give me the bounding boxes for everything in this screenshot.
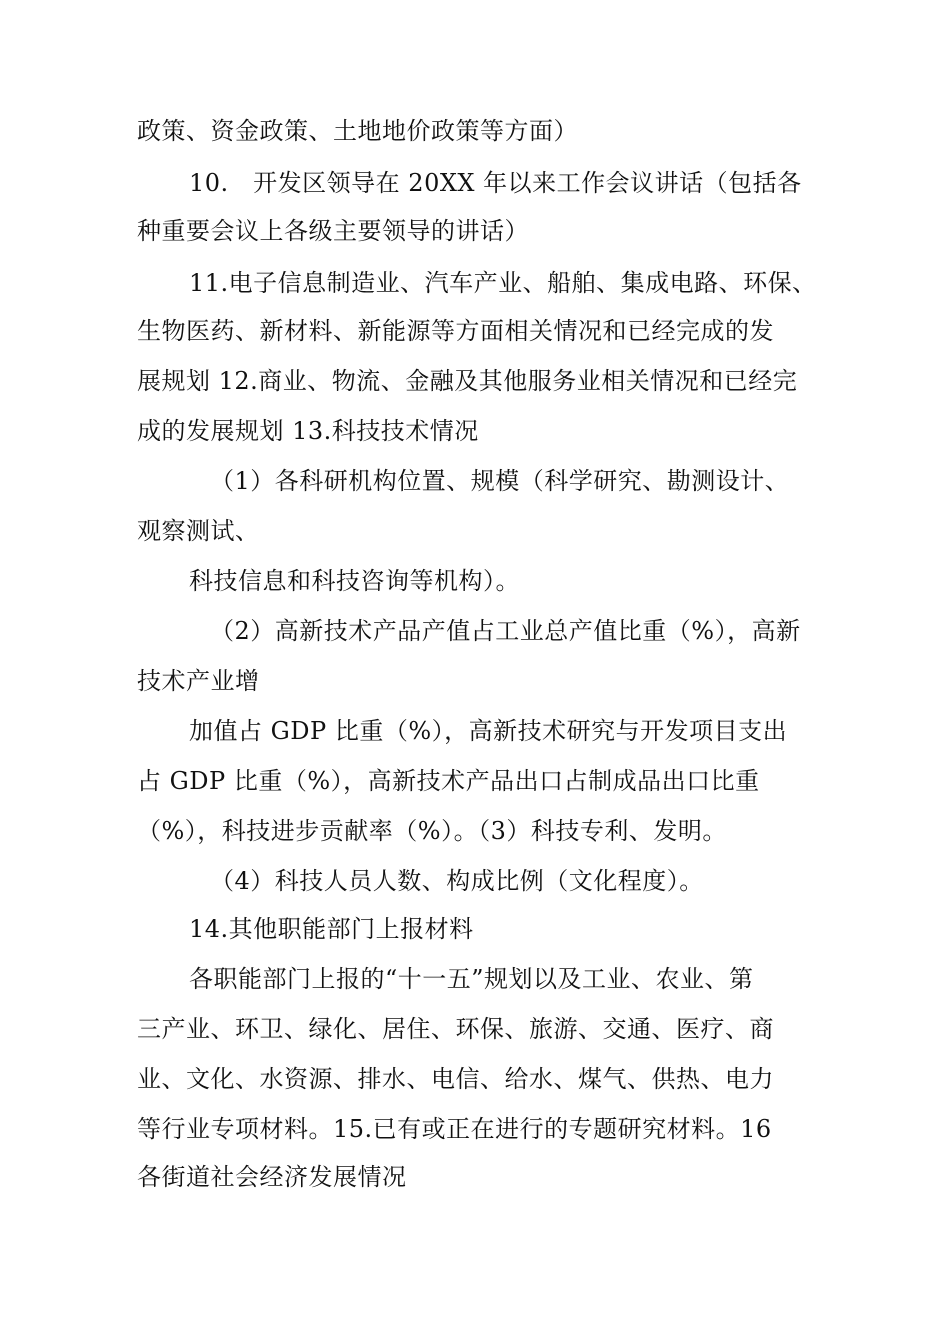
- text-line-15: （%），科技进步贡献率（%）。（3）科技专利、发明。: [137, 817, 727, 845]
- text-line-21: 等行业专项材料。15.已有或正在进行的专题研究材料。16: [137, 1115, 772, 1143]
- text-line-18: 各职能部门上报的“十一五”规划以及工业、农业、第: [189, 965, 754, 993]
- text-line-4: 11.电子信息制造业、汽车产业、船舶、集成电路、环保、: [189, 269, 817, 297]
- text-line-22: 各街道社会经济发展情况: [137, 1163, 407, 1191]
- text-line-19: 三产业、环卫、绿化、居住、环保、旅游、交通、医疗、商: [137, 1015, 774, 1043]
- text-line-10: 科技信息和科技咨询等机构）。: [189, 567, 520, 595]
- text-line-1: 政策、资金政策、土地地价政策等方面）: [137, 117, 578, 145]
- text-line-2: 10. 开发区领导在 20XX 年以来工作会议讲话（包括各: [189, 169, 802, 197]
- text-line-14: 占 GDP 比重（%），高新技术产品出口占制成品出口比重: [137, 767, 760, 795]
- text-line-7: 成的发展规划 13.科技技术情况: [137, 417, 479, 445]
- text-line-11: （2）高新技术产品产值占工业总产值比重（%），高新: [210, 617, 801, 645]
- text-line-13: 加值占 GDP 比重（%），高新技术研究与开发项目支出: [189, 717, 788, 745]
- text-line-12: 技术产业增: [137, 667, 260, 695]
- text-line-6: 展规划 12.商业、物流、金融及其他服务业相关情况和已经完: [137, 367, 798, 395]
- text-line-8: （1）各科研机构位置、规模（科学研究、勘测设计、: [210, 467, 790, 495]
- text-line-3: 种重要会议上各级主要领导的讲话）: [137, 217, 529, 245]
- text-line-9: 观察测试、: [137, 517, 260, 545]
- text-line-17: 14.其他职能部门上报材料: [189, 915, 474, 943]
- text-line-20: 业、文化、水资源、排水、电信、给水、煤气、供热、电力: [137, 1065, 774, 1093]
- text-line-5: 生物医药、新材料、新能源等方面相关情况和已经完成的发: [137, 317, 774, 345]
- text-line-16: （4）科技人员人数、构成比例（文化程度）。: [210, 867, 704, 895]
